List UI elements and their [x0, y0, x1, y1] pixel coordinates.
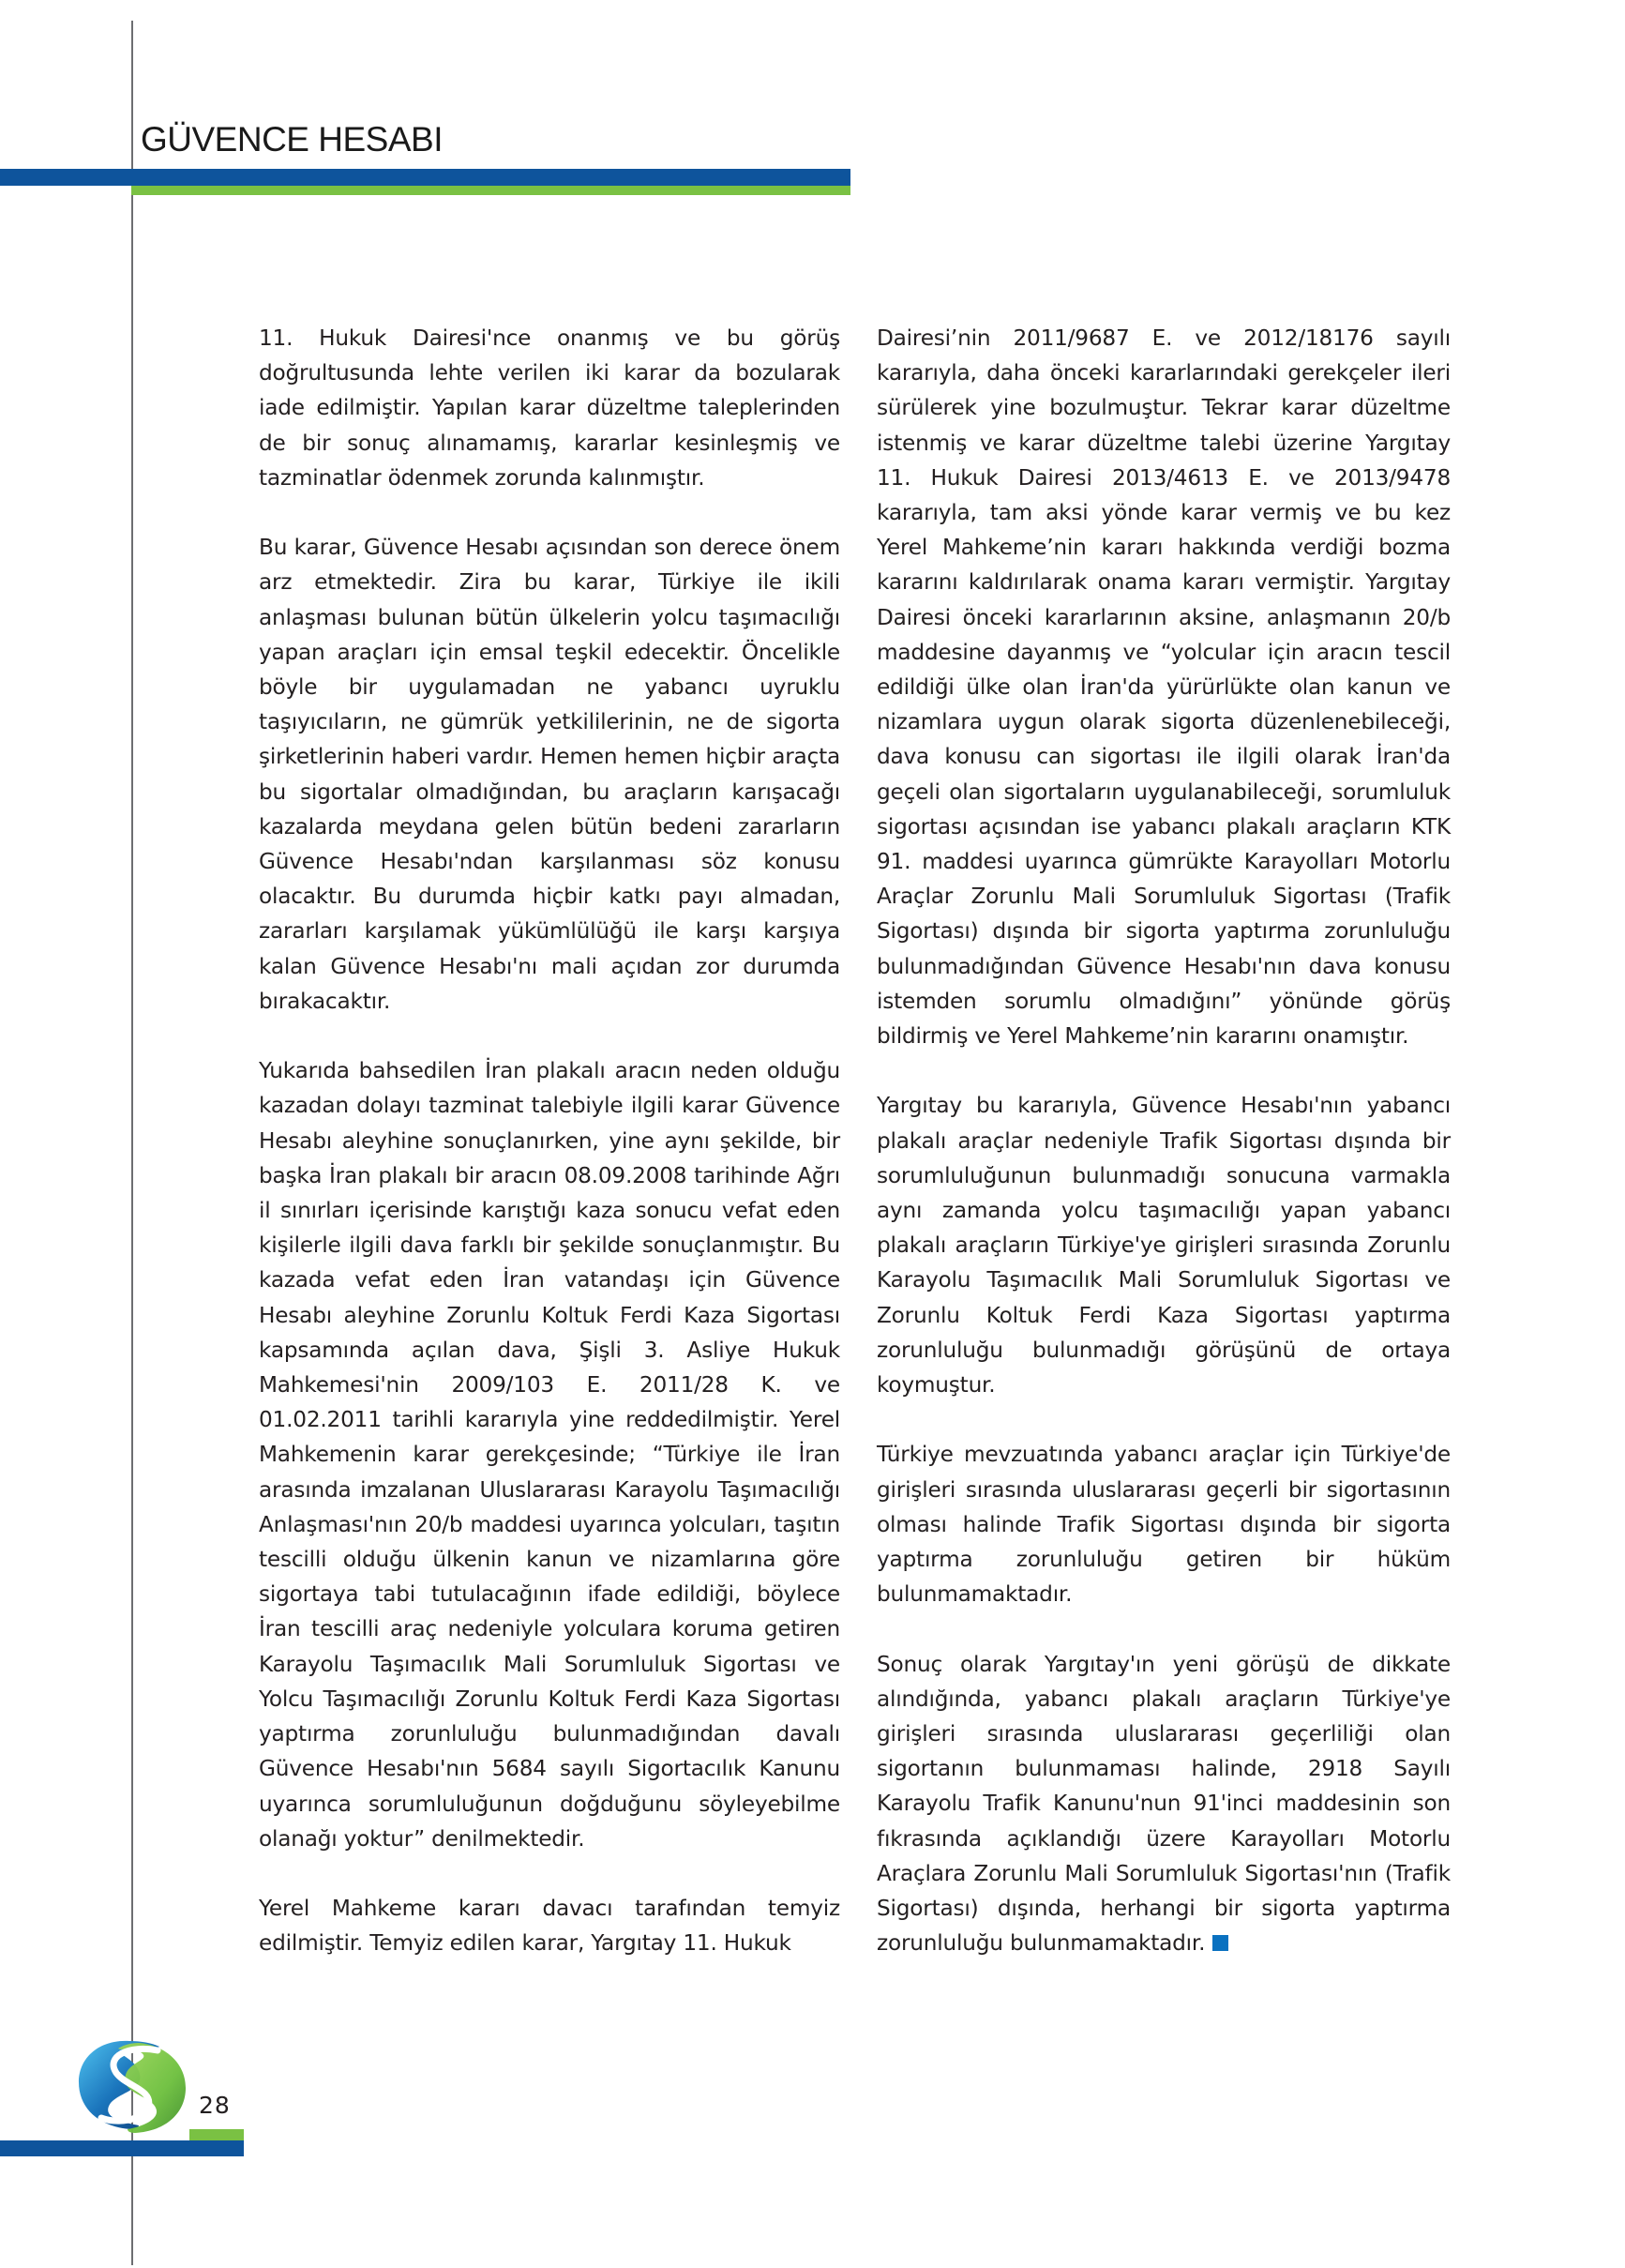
final-paragraph	[877, 1647, 1451, 1961]
paragraph: Yerel Mahkeme kararı davacı tarafından temyiz edilmiştir. Temyiz edilen karar, Yargıtay 11. Hukuk	[259, 1896, 840, 1957]
paragraph: Bu karar, Güvence Hesabı açısından son derece önem arz etmektedir. Zira bu karar, Türkiye ile ikili anlaşması bulunan bütün ülkelerin yolcu taşımacılığı yapan araçları için emsal teşkil edecektir. Öncelikle böyle bir uygulamadan ne yabancı uyruklu taşıyıcıların, ne gümrük yetkililerinin, ne de sigorta şirketlerinin haberi vardır. Hemen hemen hiçbir araçta bu sigortalar olmadığından, bu araçların karışacağı kazalarda meydana gelen bütün bedeni zararların Güvence Hesabı'ndan karşılanması söz konusu olacaktır. Bu durumda hiçbir katkı payı almadan, zararları karşılamak yükümlülüğü ile karşı karşıya kalan Güvence Hesabı'nı mali açıdan zor durumda bırakacaktır.	[259, 535, 840, 1014]
header-blue-bar	[0, 169, 850, 186]
s-swirl-logo-icon	[73, 2035, 193, 2137]
paragraph: Yargıtay bu kararıyla, Güvence Hesabı'nın yabancı plakalı araçlar nedeniyle Trafik Sigortası dışında bir sorumluluğunun bulunmadığı sonucuna varmakla aynı zamanda yolcu taşımacılığı yapan yabancı plakalı araçların Türkiye'ye girişleri sırasında Zorunlu Karayolu Taşımacılık Mali Sorumluluk Sigortası ve Zorunlu Koltuk Ferdi Kaza Sigortası yaptırma zorunluluğu bulunmadığı görüşünü de ortaya koymuştur.	[877, 1093, 1451, 1399]
paragraph: Türkiye mevzuatında yabancı araçlar için Türkiye'de girişleri sırasında uluslararası geçerli bir sigortasının olması halinde Trafik Sigortası dışında bir sigorta yaptırma zorunluluğu getiren bir hüküm bulunmamaktadır.	[877, 1442, 1451, 1608]
paragraph: Yukarıda bahsedilen İran plakalı aracın neden olduğu kazadan dolayı tazminat talebiyle ilgili karar Güvence Hesabı aleyhine sonuçlanırken, yine aynı şekilde, bir başka İran plakalı bir aracın 08.09.2008 tarihinde Ağrı il sınırları içerisinde karıştığı kaza sonucu vefat eden kişilerle ilgili dava farklı bir şekilde sonuçlanmıştır. Bu kazada vefat eden İran vatandaşı için Güvence Hesabı aleyhine Zorunlu Koltuk Ferdi Kaza Sigortası kapsamında açılan dava, Şişli 3. Asliye Hukuk Mahkemesi'nin 2009/103 E. 2011/28 K. ve 01.02.2011 tarihli kararıyla yine reddedilmiştir. Yerel Mahkemenin karar gerekçesinde; “Türkiye ile İran arasında imzalanan Uluslararası Karayolu Taşımacılığı Anlaşması'nın 20/b maddesi uyarınca yolcuları, taşıtın tescilli olduğu ülkenin kanun ve nizamlarına göre sigortaya tabi tutulacağının ifade edildiği, böylece İran tescilli araç nedeniyle yolculara koruma getiren Karayolu Taşımacılık Mali Sorumluluk Sigortası ve Yolcu Taşımacılığı Zorunlu Koltuk Ferdi Kaza Sigortası yaptırma zorunluluğu bulunmadığından davalı Güvence Hesabı'nın 5684 sayılı Sigortacılık Kanunu uyarınca sorumluluğunun doğduğunu söyleyebilme olanağı yoktur” denilmektedir.	[259, 1058, 840, 1852]
header-green-bar	[131, 186, 850, 195]
paragraph: Dairesi’nin 2011/9687 E. ve 2012/18176 sayılı kararıyla, daha önceki kararlarındaki gerekçeler ileri sürülerek yine bozulmuştur. Tekrar karar düzeltme istenmiş ve karar düzeltme talebi üzerine Yargıtay 11. Hukuk Dairesi 2013/4613 E. ve 2013/9478 kararıyla, tam aksi yönde karar vermiş ve bu kez Yerel Mahkeme’nin kararı hakkında verdiği bozma kararını kaldırılarak onama kararı vermiştir. Yargıtay Dairesi önceki kararlarının aksine, anlaşmanın 20/b maddesine dayanmış ve “yolcular için aracın tescil edildiği ülke olan İran'da yürürlükte olan kanun ve nizamlara uygun olarak sigorta düzenlenebileceği, dava konusu can sigortası ile ilgili olarak İran'da geçeli olan sigortaların uygulanabileceği, sorumluluk sigortası açısından ise yabancı plakalı araçların KTK 91. maddesi uyarınca gümrükte Karayolları Motorlu Araçlar Zorunlu Mali Sorumluluk Sigortası (Trafik Sigortası) dışında bir sigorta yaptırma zorunluluğu bulunmadığından Güvence Hesabı'nın dava konusu istemden sorumlu olmadığını” yönünde görüş bildirmiş ve Yerel Mahkeme’nin kararını onamıştır.	[877, 325, 1451, 1050]
paragraph-text: Sonuç olarak Yargıtay'ın yeni görüşü de dikkate alındığında, yabancı plakalı araçların Türkiye'ye girişleri sırasında uluslararası geçerliliği olan sigortanın bulunmaması halinde, 2918 Sayılı Karayolu Trafik Kanunu'nun 91'inci maddesinin son fıkrasında açıklandığı üzere Karayolları Motorlu Araçlara Zorunlu Mali Sorumluluk Sigortası'nın (Trafik Sigortası) dışında, herhangi bir sigorta yaptırma zorunluluğu bulunmamaktadır.	[877, 1651, 1451, 1957]
paragraph: 11. Hukuk Dairesi'nce onanmış ve bu görüş doğrultusunda lehte verilen iki karar da bozularak iade edilmiştir. Yapılan karar düzeltme taleplerinden de bir sonuç alınamamış, kararlar kesinleşmiş ve tazminatlar ödenmek zorunda kalınmıştır.	[259, 325, 840, 491]
footer-green-bar	[189, 2129, 244, 2140]
left-text-column	[259, 321, 840, 1961]
footer-blue-bar	[0, 2140, 244, 2156]
page-section-title: GÜVENCE HESABI	[141, 120, 443, 159]
right-text-column	[877, 321, 1451, 1961]
page-number: 28	[199, 2092, 231, 2119]
vertical-margin-rule	[131, 21, 133, 2265]
article-end-square-icon	[1212, 1935, 1228, 1951]
